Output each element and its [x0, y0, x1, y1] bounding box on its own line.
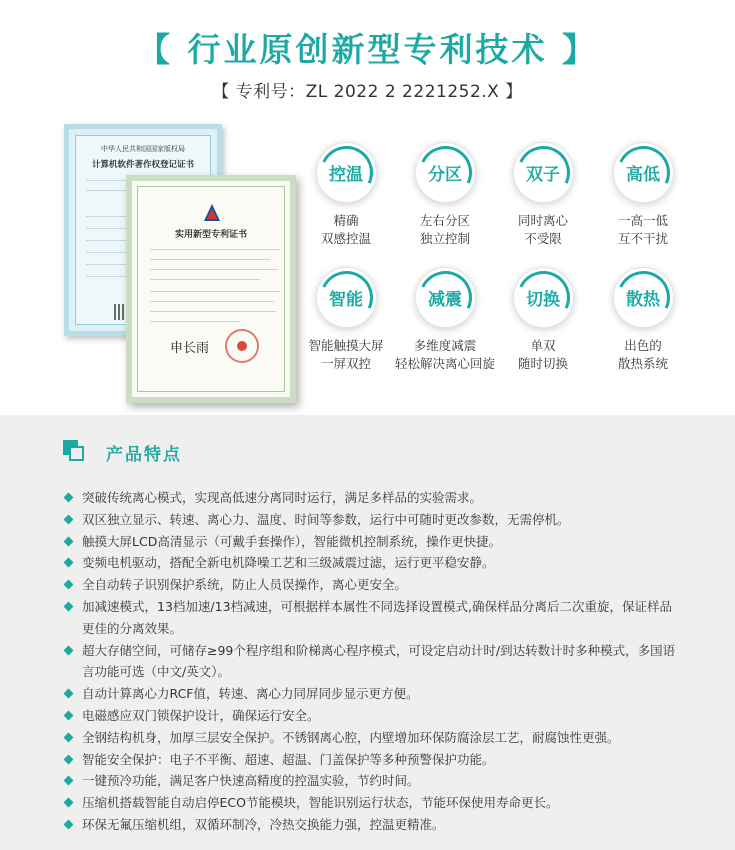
feature-desc-line: 左右分区 — [419, 213, 470, 228]
list-item: 双区独立显示、转速、离心力、温度、时间等参数，运行中可随时更改参数，无需停机。 — [62, 509, 682, 531]
product-features-section — [0, 415, 735, 850]
feature-desc-line: 一高一低 — [617, 213, 668, 228]
list-item: 智能安全保护：电子不平衡、超速、超温、门盖保护等多种预警保护功能。 — [62, 749, 682, 771]
feature-smart — [296, 267, 396, 373]
patent-number: 【 专利号：ZL 2022 2 2221252.X 】 — [212, 82, 523, 102]
top-section — [0, 0, 735, 415]
feature-circle — [316, 142, 377, 203]
feature-circle — [513, 142, 574, 203]
list-item: 压缩机搭载智能自动启停ECO节能模块，智能识别运行状态，节能环保使用寿命更长。 — [62, 792, 682, 814]
national-emblem-icon — [225, 329, 259, 363]
feature-circle — [415, 267, 476, 328]
certificate-issuer: 中华人民共和国国家版权局 — [101, 145, 185, 153]
patent-emblem-icon — [202, 203, 222, 223]
feature-circle — [513, 267, 574, 328]
list-item: 环保无氟压缩机组，双循环制冷，冷热交换能力强，控温更精准。 — [62, 814, 682, 836]
feature-desc-line: 出色的 — [624, 338, 662, 353]
feature-label: 减震 — [428, 290, 462, 310]
list-item: 全自动转子识别保护系统，防止人员误操作，离心更安全。 — [62, 574, 682, 596]
feature-circle — [415, 142, 476, 203]
feature-desc-line: 双感控温 — [320, 231, 371, 246]
feature-switch — [493, 267, 593, 373]
feature-label: 高低 — [626, 165, 660, 185]
feature-label: 散热 — [626, 290, 660, 310]
feature-desc-line: 独立控制 — [419, 231, 470, 246]
feature-desc-line: 智能触摸大屏 — [308, 338, 384, 353]
signature-icon: 申长雨 — [170, 341, 210, 356]
feature-label: 双子 — [526, 165, 560, 185]
certificates-image — [52, 112, 302, 412]
feature-desc-line: 多维度减震 — [413, 338, 477, 353]
feature-temperature-control — [296, 142, 396, 248]
section-title: 产品特点 — [106, 445, 182, 465]
feature-label: 控温 — [329, 165, 363, 185]
feature-circle — [613, 142, 674, 203]
utility-patent-certificate — [126, 175, 296, 403]
feature-desc-line: 轻松解决离心回旋 — [394, 356, 495, 371]
feature-desc-line: 互不干扰 — [617, 231, 668, 246]
feature-list — [62, 487, 682, 836]
feature-dual — [493, 142, 593, 248]
feature-desc-line: 同时离心 — [517, 213, 568, 228]
list-item: 自动计算离心力RCF值，转速、离心力同屏同步显示更方便。 — [62, 683, 682, 705]
feature-label: 智能 — [329, 290, 363, 310]
certificate-title: 计算机软件著作权登记证书 — [91, 160, 194, 170]
feature-circle — [613, 267, 674, 328]
feature-shock-absorb — [385, 267, 505, 373]
feature-desc-line: 随时切换 — [517, 356, 568, 371]
feature-label: 切换 — [526, 290, 560, 310]
feature-label: 分区 — [428, 165, 462, 185]
page-title: 【 行业原创新型专利技术 】 — [137, 30, 598, 69]
feature-high-low — [593, 142, 693, 248]
double-square-icon — [63, 440, 85, 462]
feature-desc-line: 单双 — [530, 338, 556, 353]
list-item: 电磁感应双门锁保护设计，确保运行安全。 — [62, 705, 682, 727]
feature-zones — [395, 142, 495, 248]
list-item: 触摸大屏LCD高清显示（可戴手套操作），智能微机控制系统，操作更快捷。 — [62, 531, 682, 553]
list-item: 全钢结构机身，加厚三层安全保护。不锈钢离心腔，内壁增加环保防腐涂层工艺，耐腐蚀性更强。 — [62, 727, 682, 749]
feature-desc-line: 精确 — [333, 213, 359, 228]
patent-certificate-title: 实用新型专利证书 — [174, 230, 247, 240]
list-item: 加减速模式，13档加速/13档减速，可根据样本属性不同选择设置模式,确保样品分离后二次重旋，保证样品更佳的分离效果。 — [62, 596, 682, 640]
list-item: 一键预冷功能，满足客户快速高精度的控温实验，节约时间。 — [62, 770, 682, 792]
feature-circle — [316, 267, 377, 328]
feature-cooling — [593, 267, 693, 373]
feature-desc-line: 散热系统 — [617, 356, 668, 371]
feature-desc-line: 一屏双控 — [320, 356, 371, 371]
list-item: 突破传统离心模式，实现高低速分离同时运行，满足多样品的实验需求。 — [62, 487, 682, 509]
feature-desc-line: 不受限 — [524, 231, 562, 246]
list-item: 超大存储空间，可储存≥99个程序组和阶梯离心程序模式，可设定启动计时/到达转数计时多种模式，多国语言功能可选（中文/英文）。 — [62, 640, 682, 684]
list-item: 变频电机驱动，搭配全新电机降噪工艺和三级减震过滤，运行更平稳安静。 — [62, 552, 682, 574]
